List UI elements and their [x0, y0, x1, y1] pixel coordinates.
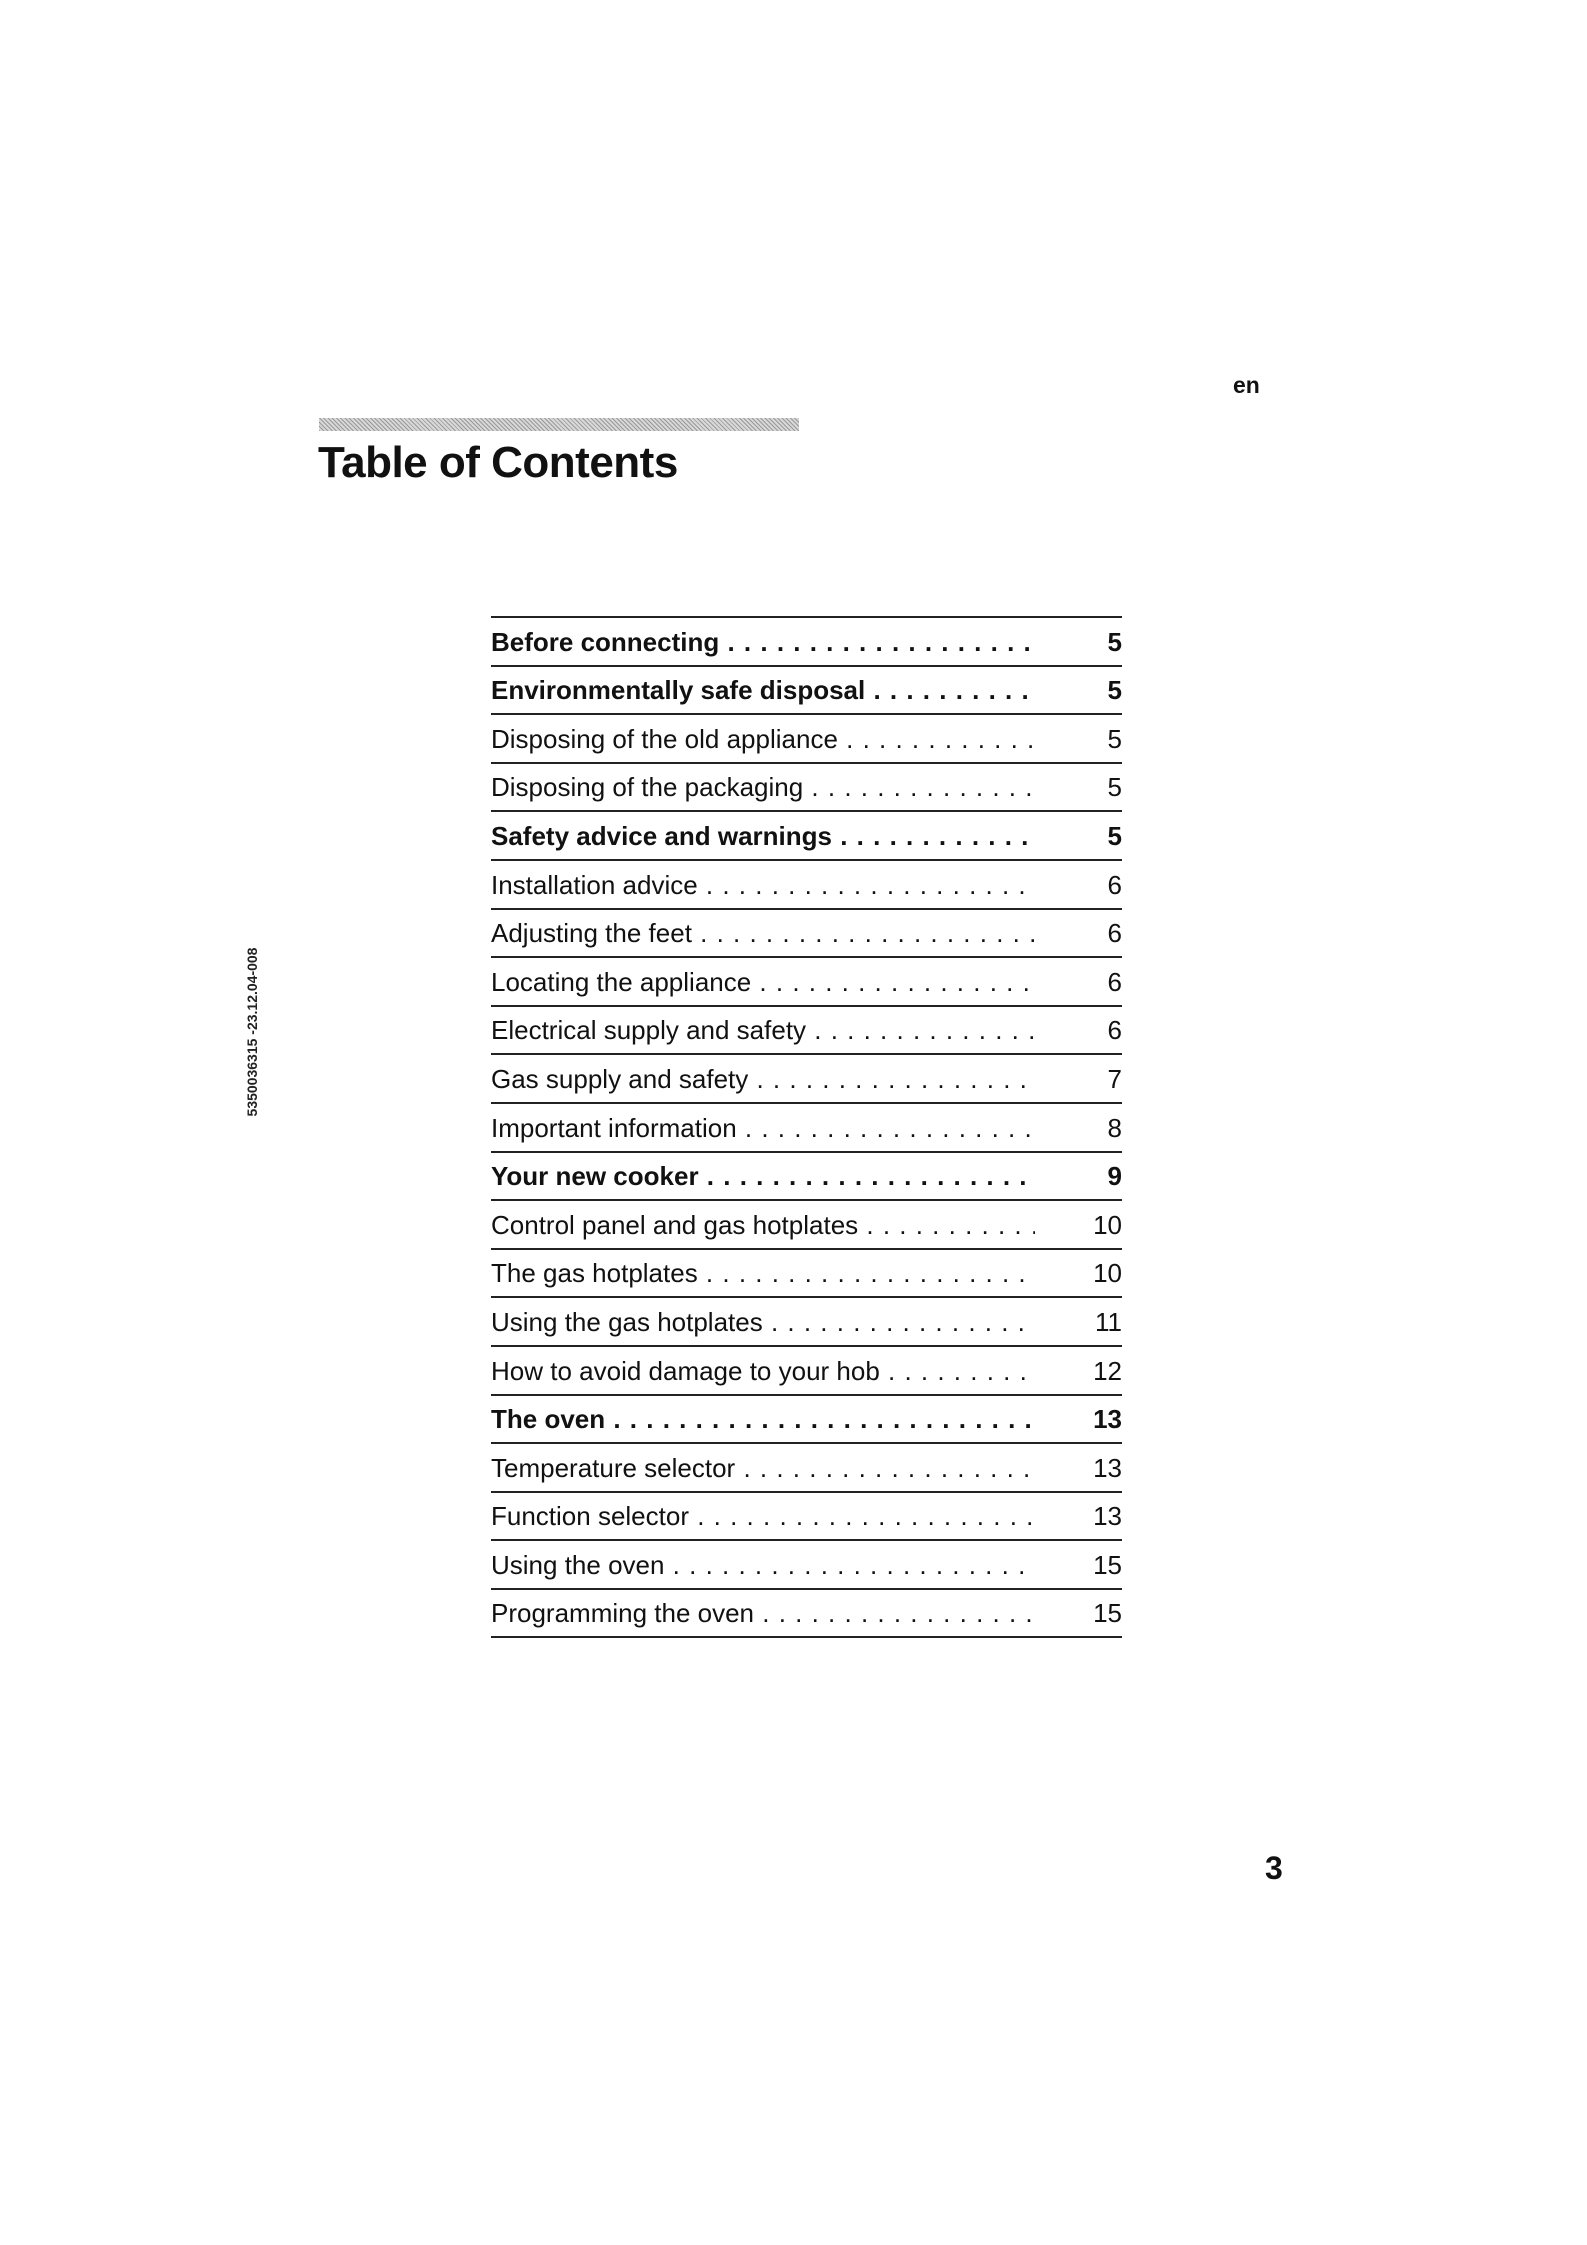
- toc-entry: [491, 1493, 1122, 1542]
- toc-entry-page: 10: [1093, 1258, 1122, 1289]
- toc-entry-label: Using the oven . . .: [491, 1550, 1035, 1580]
- toc-entry-label: Using the gas hotplates . . .: [491, 1307, 1035, 1337]
- toc-entry: [491, 1250, 1122, 1299]
- toc-entry-label: Electrical supply and safety . . .: [491, 1015, 1035, 1045]
- toc-entry-label: Installation advice . . .: [491, 870, 1035, 900]
- title-decoration-bar: [319, 418, 799, 431]
- toc-entry-page: 5: [1107, 772, 1122, 803]
- toc-entry-page: 10: [1093, 1209, 1122, 1240]
- toc-entry-label: Disposing of the packaging . . .: [491, 772, 1035, 802]
- toc-entry: [491, 1201, 1122, 1250]
- toc-entry: [491, 861, 1122, 910]
- toc-entry-page: 6: [1107, 1015, 1122, 1046]
- toc-entry-page: 5: [1107, 675, 1122, 706]
- toc-entry-page: 11: [1095, 1306, 1122, 1337]
- toc-entry-label: Function selector . . .: [491, 1501, 1035, 1531]
- toc-entry-label: Gas supply and safety . . .: [491, 1064, 1035, 1094]
- toc-entry: [491, 1396, 1122, 1445]
- toc-entry: [491, 715, 1122, 764]
- document-code: 5350036315 -23.12.04-008: [244, 947, 260, 1117]
- toc-entry-page: 8: [1107, 1112, 1122, 1143]
- toc-entry: [491, 812, 1122, 861]
- toc-entry: [491, 667, 1122, 716]
- toc-entry-label: Your new cooker . . .: [491, 1161, 1035, 1191]
- toc-entry-page: 6: [1107, 918, 1122, 949]
- page-number: 3: [1265, 1850, 1283, 1886]
- page-title: Table of Contents: [318, 438, 678, 487]
- toc-entry-label: Adjusting the feet . . .: [491, 918, 1035, 948]
- toc-entry: [491, 910, 1122, 959]
- toc-entry-label: Control panel and gas hotplates . . .: [491, 1210, 1035, 1240]
- toc-entry-label: The gas hotplates . . .: [491, 1258, 1035, 1288]
- toc-entry-page: 13: [1093, 1452, 1122, 1483]
- toc-entry-page: 5: [1107, 723, 1122, 754]
- toc-entry-label: Safety advice and warnings . . .: [491, 821, 1035, 851]
- toc-entry: [491, 1541, 1122, 1590]
- toc-entry: [491, 618, 1122, 667]
- toc-entry-label: Disposing of the old appliance . . .: [491, 724, 1035, 754]
- toc-entry: [491, 1444, 1122, 1493]
- toc-entry-label: Locating the appliance . . .: [491, 967, 1035, 997]
- toc-entry-page: 13: [1093, 1404, 1122, 1435]
- language-code: en: [1233, 372, 1260, 398]
- toc-entry-label: Before connecting . . .: [491, 627, 1035, 657]
- toc-entry-page: 9: [1107, 1161, 1122, 1192]
- toc-entry-page: 12: [1093, 1355, 1122, 1386]
- toc-entry: [491, 958, 1122, 1007]
- toc-entry-page: 6: [1107, 869, 1122, 900]
- toc-entry-label: The oven . . .: [491, 1404, 1035, 1434]
- toc-entry: [491, 1055, 1122, 1104]
- toc-entry: [491, 1347, 1122, 1396]
- toc-entry: [491, 1153, 1122, 1202]
- toc-entry-label: Environmentally safe disposal . . .: [491, 675, 1035, 705]
- toc-entry: [491, 1590, 1122, 1639]
- toc-entry-label: Important information . . .: [491, 1113, 1035, 1143]
- toc-entry: [491, 764, 1122, 813]
- toc-entry-page: 5: [1107, 820, 1122, 851]
- toc-entry-label: Temperature selector . . .: [491, 1453, 1035, 1483]
- toc-entry: [491, 1104, 1122, 1153]
- table-of-contents: [491, 616, 1122, 1638]
- toc-entry: [491, 1007, 1122, 1056]
- toc-entry-page: 15: [1093, 1598, 1122, 1629]
- toc-entry-label: How to avoid damage to your hob . . .: [491, 1356, 1035, 1386]
- toc-entry-page: 5: [1107, 626, 1122, 657]
- toc-entry: [491, 1298, 1122, 1347]
- toc-entry-page: 7: [1107, 1063, 1122, 1094]
- toc-entry-page: 15: [1093, 1549, 1122, 1580]
- toc-entry-label: Programming the oven . . .: [491, 1598, 1035, 1628]
- toc-entry-page: 13: [1093, 1501, 1122, 1532]
- toc-entry-page: 6: [1107, 966, 1122, 997]
